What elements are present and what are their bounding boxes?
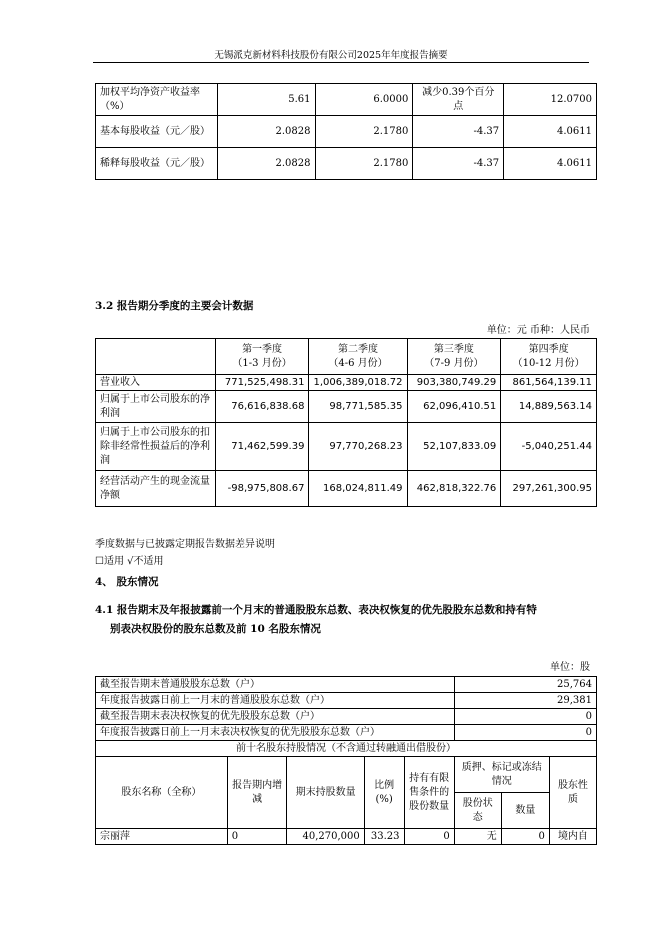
table-title-row <box>96 741 597 757</box>
cell-restricted: 0 <box>404 829 454 845</box>
row-label: 稀释每股收益（元／股） <box>96 148 218 180</box>
header-empty <box>96 339 216 375</box>
col-header-q2 <box>309 339 407 375</box>
col-header-name: 第四季度 <box>528 343 569 355</box>
cell-value: -5,040,251.44 <box>501 423 597 471</box>
header-ratio: 比例(%) <box>364 757 404 829</box>
header-held: 期末持股数量 <box>287 757 364 829</box>
row-label: 归属于上市公司股东的扣除非经常性损益后的净利润 <box>96 423 216 471</box>
quarterly-table <box>95 338 597 507</box>
summary-row <box>96 709 597 725</box>
shareholders-heading-line1: 4.1 报告期末及年报披露前一个月末的普通股股东总数、表决权恢复的优先股股东总数和持有特 <box>95 604 537 616</box>
col-header-name: 第三季度 <box>433 343 474 355</box>
col-header-name: 第一季度 <box>242 343 283 355</box>
top10-title: 前十名股东持股情况（不含通过转融通出借股份） <box>96 741 597 757</box>
cell-held: 40,270,000 <box>287 829 364 845</box>
cell-qty: 0 <box>501 829 549 845</box>
col-header-q1 <box>215 339 309 375</box>
summary-value: 29,381 <box>454 693 596 709</box>
table-row <box>96 471 597 507</box>
cell-value: 62,096,410.51 <box>407 391 501 423</box>
cell-value: 2.1780 <box>315 148 413 180</box>
summary-label: 截至报告期末普通股股东总数（户） <box>96 677 455 693</box>
header-status: 股份状态 <box>454 793 501 829</box>
col-header-name: 第二季度 <box>337 343 378 355</box>
cell-value: 71,462,599.39 <box>215 423 309 471</box>
cell-value: 168,024,811.49 <box>309 471 407 507</box>
cell-change: 减少0.39个百分点 <box>413 84 504 116</box>
row-label: 归属于上市公司股东的净利润 <box>96 391 216 423</box>
cell-value: 14,889,563.14 <box>501 391 597 423</box>
col-header-q4 <box>501 339 597 375</box>
cell-value: 98,771,585.35 <box>309 391 407 423</box>
quarterly-unit: 单位：元 币种：人民币 <box>486 325 590 336</box>
quarterly-heading: 3.2 报告期分季度的主要会计数据 <box>95 300 254 312</box>
cell-ratio: 33.23 <box>364 829 404 845</box>
cell-value: 462,818,322.76 <box>407 471 501 507</box>
cell-value: 5.61 <box>217 84 315 116</box>
row-label: 基本每股收益（元／股） <box>96 116 218 148</box>
table-header-row <box>96 339 597 375</box>
summary-row <box>96 725 597 741</box>
table-row <box>96 391 597 423</box>
cell-status: 无 <box>454 829 501 845</box>
table-row <box>96 829 597 845</box>
cell-value: 861,564,139.11 <box>501 375 597 391</box>
col-header-range: （4-6 月份） <box>328 357 388 369</box>
cell-name: 宗丽萍 <box>96 829 228 845</box>
table-row <box>96 116 597 148</box>
cell-value: 2.0828 <box>217 148 315 180</box>
cell-change: -4.37 <box>413 116 504 148</box>
summary-row <box>96 693 597 709</box>
cell-value: 6.0000 <box>315 84 413 116</box>
summary-label: 年度报告披露日前上一月末表决权恢复的优先股股东总数（户） <box>96 725 455 741</box>
header-pledge: 质押、标记或冻结情况 <box>454 757 549 793</box>
summary-row <box>96 677 597 693</box>
summary-label: 年度报告披露日前上一月末的普通股股东总数（户） <box>96 693 455 709</box>
header-divider <box>93 62 589 63</box>
cell-change: 0 <box>227 829 287 845</box>
col-header-range: （7-9 月份） <box>424 357 484 369</box>
summary-value: 25,764 <box>454 677 596 693</box>
shareholders-table <box>95 676 597 845</box>
quarterly-diff-note: 季度数据与已披露定期报告数据差异说明 <box>95 539 275 550</box>
table-row <box>96 84 597 116</box>
col-header-q3 <box>407 339 501 375</box>
cell-nature: 境内自 <box>549 829 596 845</box>
cell-value: 76,616,838.68 <box>215 391 309 423</box>
table-row <box>96 375 597 391</box>
table-header-row <box>96 757 597 793</box>
cell-value: 771,525,498.31 <box>215 375 309 391</box>
table-row <box>96 148 597 180</box>
cell-value: 4.0611 <box>504 148 597 180</box>
cell-value: 903,380,749.29 <box>407 375 501 391</box>
cell-value: 52,107,833.09 <box>407 423 501 471</box>
row-label: 经营活动产生的现金流量净额 <box>96 471 216 507</box>
table-row <box>96 423 597 471</box>
cell-value: 97,770,268.23 <box>309 423 407 471</box>
shareholders-heading-line2: 别表决权股份的股东总数及前 10 名股东情况 <box>110 623 321 635</box>
cell-value: 2.1780 <box>315 116 413 148</box>
header-change: 报告期内增减 <box>227 757 287 829</box>
cell-value: 1,006,389,018.72 <box>309 375 407 391</box>
shareholders-unit: 单位：股 <box>550 662 590 673</box>
header-nature: 股东性质 <box>549 757 596 829</box>
cell-value: 4.0611 <box>504 116 597 148</box>
cell-value: 297,261,300.95 <box>501 471 597 507</box>
key-metrics-table <box>95 83 597 180</box>
col-header-range: （1-3 月份） <box>232 357 292 369</box>
summary-value: 0 <box>454 725 596 741</box>
col-header-range: （10-12 月份） <box>512 357 585 369</box>
section-title: 4、 股东情况 <box>95 576 159 588</box>
applicability-options: ☐适用 √不适用 <box>95 556 164 567</box>
cell-change: -4.37 <box>413 148 504 180</box>
cell-value: -98,975,808.67 <box>215 471 309 507</box>
summary-label: 截至报告期末表决权恢复的优先股股东总数（户） <box>96 709 455 725</box>
page-header-title: 无锡派克新材料科技股份有限公司2025年年度报告摘要 <box>214 50 448 61</box>
row-label: 营业收入 <box>96 375 216 391</box>
header-restricted: 持有有限售条件的股份数量 <box>404 757 454 829</box>
summary-value: 0 <box>454 709 596 725</box>
header-qty: 数量 <box>501 793 549 829</box>
cell-value: 2.0828 <box>217 116 315 148</box>
cell-value: 12.0700 <box>504 84 597 116</box>
header-name: 股东名称（全称） <box>96 757 228 829</box>
row-label: 加权平均净资产收益率（%） <box>96 84 218 116</box>
